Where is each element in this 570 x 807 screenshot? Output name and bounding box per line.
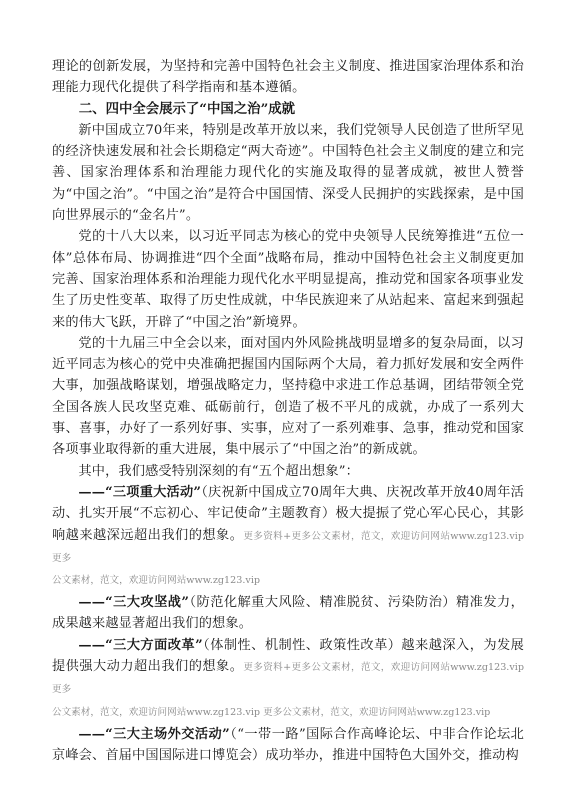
- paragraph-4: 其中，我们感受特别深刻的有“五个超出想象”：: [78, 463, 359, 479]
- list-item: [52, 635, 524, 701]
- watermark-text: 更多资料+更多公文素材，范文，欢迎访问网站www.zg123.vip 更多: [52, 662, 524, 696]
- item-title: ——“三大主场外交活动”: [78, 726, 230, 742]
- item-title: ——“三大攻坚战”: [78, 595, 190, 611]
- item-text: （“一带一路”国际合作高峰论坛、中非合作论坛北京峰会、首届中国国际进口博览会）成功举办，推进中国特色大国外交，推动构: [52, 726, 524, 763]
- item-title: ——“三项重大活动”: [78, 484, 202, 500]
- watermark-text: 更多资料+更多公文素材，范文，欢迎访问网站www.zg123.vip 更多: [52, 530, 524, 564]
- item-text: （体制性、机制性、政策性改革）越来越深入，为发展提供强大动力超出我们的想象。: [52, 637, 525, 675]
- list-item: [52, 592, 524, 635]
- paragraph-2: 党的十八大以来，以习近平同志为核心的党中央领导人民统筹推进“五位一体”总体布局、协调推进“四个全面”战略布局，推动中国特色社会主义制度更加完善、国家治理体系和治理能力现代化水平明显提高，推动党和国家各项事业发生了历史性变革、取得了历史性成就，中华民族迎来了从站起来、富起来到强起来的伟大飞跃，开辟了“中国之治”新境界。: [52, 229, 524, 330]
- section-heading: 二、四中全会展示了“中国之治”成就: [78, 100, 296, 117]
- paragraph-3: 党的十九届三中全会以来，面对国内外风险挑战明显增多的复杂局面，以习近平同志为核心的党中央准确把握国内国际两个大局，着力抓好发展和安全两件大事，加强战略谋划，增强战略定力，坚持稳中求进工作总基调，团结带领全党全国各族人民攻坚克难、砥砺前行，创造了极不平凡的成就，办成了一系列大事、喜事，办好了一系列好事、实事，应对了一系列难事、急事，推动党和国家各项事业取得新的重大进展，集中展示了“中国之治”的新成就。: [52, 335, 524, 458]
- intro-paragraph: 理论的创新发展，为坚持和完善中国特色社会主义制度、推进国家治理体系和治理能力现代化提供了科学指南和基本遵循。: [52, 59, 524, 96]
- watermark-line: 公文素材，范文，欢迎访问网站www.zg123.vip: [52, 575, 261, 587]
- item-text: （防范化解重大风险、精准脱贫、污染防治）精准发力，成果越来越显著超出我们的想象。: [52, 595, 524, 632]
- item-title: ——“三大方面改革”: [78, 637, 203, 653]
- item-text: （庆祝新中国成立70周年大典、庆祝改革开放40周年活动、扎实开展“不忘初心、牢记使命”主题教育）极大提振了党心军心民心，其影响越来越深远超出我们的想象。: [52, 484, 525, 543]
- list-item: [52, 724, 524, 767]
- paragraph-1: 新中国成立70年来，特别是改革开放以来，我们党领导人民创造了世所罕见的经济快速发展和社会长期稳定“两大奇迹”。中国特色社会主义制度的建立和完善、国家治理体系和治理能力现代化的实施及取得的显著成就，被世人赞誉为“中国之治”。“中国之治”是符合中国国情、深受人民拥护的实践探索，是中国向世界展示的“金名片”。: [52, 122, 524, 224]
- watermark-line: 公文素材，范文，欢迎访问网站www.zg123.vip 更多公文素材，范文，欢迎访问网站www.zg123.vip: [52, 706, 491, 718]
- list-item: [52, 482, 524, 569]
